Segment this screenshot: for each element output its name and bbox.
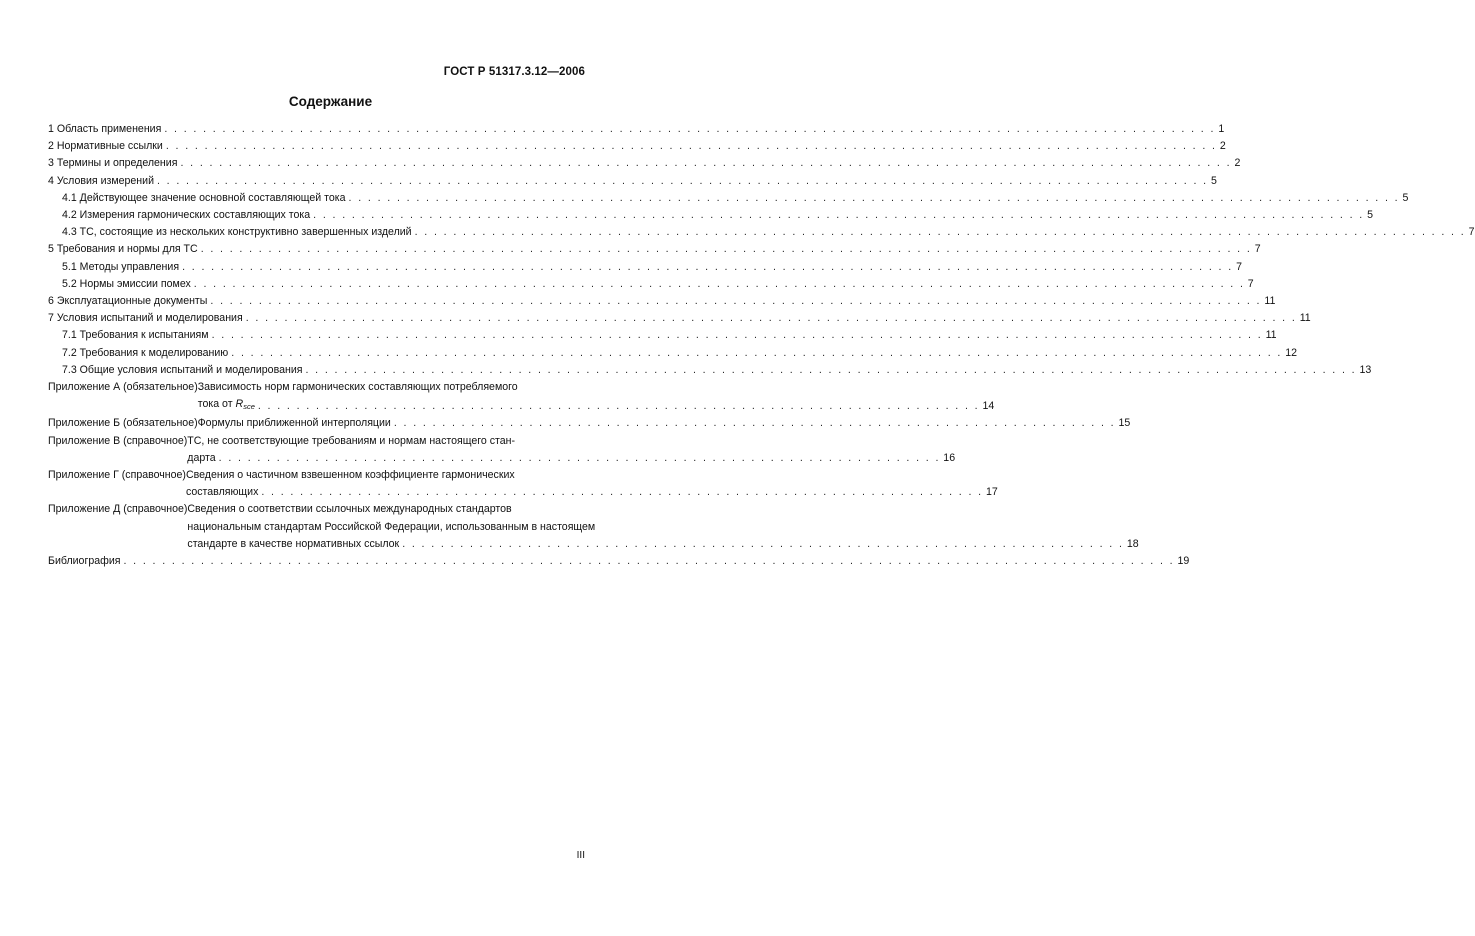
toc-entry-page: 11 — [1299, 312, 1311, 325]
table-of-contents — [48, 121, 1475, 570]
dot-leader — [154, 173, 1211, 190]
toc-entry-1[interactable] — [48, 121, 1225, 138]
appendix-title-line: Сведения о частичном взвешенном коэффициенте гармонических — [185, 469, 515, 482]
toc-entry-page: 7 — [1468, 226, 1475, 239]
toc-entry-page: 1 — [1218, 123, 1225, 135]
toc-entry-bibliography[interactable] — [48, 553, 1190, 570]
dot-leader — [177, 155, 1234, 172]
toc-appendix-a[interactable] — [48, 379, 995, 415]
toc-entry-page: 14 — [982, 400, 995, 413]
appendix-prefix: Приложение А (обязательное) — [48, 381, 198, 394]
toc-entry-label: 4 Условия измерений — [48, 174, 154, 187]
toc-entry-label: 7.2 Требования к моделированию — [62, 346, 229, 359]
toc-entry-label: 7.1 Требования к испытаниям — [62, 329, 209, 342]
toc-entry-5[interactable] — [48, 241, 1261, 258]
toc-entry-label: 5 Требования и нормы для ТС — [48, 243, 198, 256]
dot-leader — [209, 327, 1266, 344]
document-code: ГОСТ Р 51317.3.12—2006 — [443, 66, 585, 78]
toc-entry-page: 15 — [1118, 417, 1131, 430]
toc-entry-6[interactable] — [48, 293, 1276, 310]
dot-leader — [399, 536, 1127, 553]
toc-entry-7-3[interactable] — [48, 362, 1372, 379]
toc-appendix-b[interactable] — [48, 415, 1131, 432]
toc-entry-label: 5.1 Методы управления — [62, 260, 180, 273]
toc-entry-4-1[interactable] — [48, 190, 1409, 207]
toc-entry-page: 5 — [1367, 209, 1374, 222]
appendix-title-line: национальным стандартам Российской Федерации, использованным в настоящем — [187, 520, 596, 533]
dot-leader — [216, 450, 944, 467]
appendix-title-last: стандарте в качестве нормативных ссылок — [187, 537, 400, 550]
toc-appendix-d[interactable] — [48, 501, 1139, 553]
toc-entry-4-2[interactable] — [48, 207, 1374, 224]
appendix-title-last: тока от Rsce — [197, 398, 255, 412]
appendix-title-line: Зависимость норм гармонических составляющих потребляемого — [197, 381, 518, 394]
dot-leader — [120, 553, 1177, 570]
appendix-prefix: Приложение Г (справочное) — [48, 469, 186, 482]
toc-entry-label: 4.1 Действующее значение основной составляющей тока — [62, 191, 346, 204]
dot-leader — [191, 276, 1248, 293]
toc-entry-page: 11 — [1264, 295, 1276, 308]
page-number: III — [576, 850, 585, 861]
toc-entry-page: 16 — [943, 451, 956, 464]
toc-entry-label: 4.2 Измерения гармонических составляющих тока — [62, 209, 311, 222]
appendix-title-line: Сведения о соответствии ссылочных международных стандартов — [187, 503, 512, 516]
dot-leader — [163, 138, 1220, 155]
toc-entry-label: 7.3 Общие условия испытаний и моделирования — [62, 363, 303, 376]
toc-entry-4[interactable] — [48, 173, 1217, 190]
appendix-prefix: Приложение В (справочное) — [48, 434, 188, 447]
toc-entry-4-3[interactable] — [48, 224, 1475, 241]
toc-entry-label: 6 Эксплуатационные документы — [48, 295, 208, 308]
appendix-title-last: составляющих — [185, 486, 259, 499]
dot-leader — [310, 207, 1367, 224]
toc-entry-7[interactable] — [48, 310, 1311, 327]
toc-entry-3[interactable] — [48, 155, 1241, 172]
toc-entry-page: 17 — [986, 486, 998, 499]
toc-appendix-g[interactable] — [48, 467, 998, 501]
toc-entry-label: 1 Область применения — [48, 123, 162, 135]
toc-entry-2[interactable] — [48, 138, 1226, 155]
toc-entry-label: 7 Условия испытаний и моделирования — [48, 312, 243, 325]
toc-entry-page: 5 — [1211, 174, 1217, 187]
toc-entry-page: 7 — [1254, 243, 1261, 256]
r-sce-subscript: sce — [243, 402, 255, 412]
toc-entry-page: 7 — [1236, 260, 1242, 273]
dot-leader — [255, 398, 983, 415]
toc-entry-page: 12 — [1285, 346, 1298, 359]
dot-leader — [243, 310, 1300, 327]
toc-entry-label: 3 Термины и определения — [48, 157, 178, 170]
toc-entry-page: 7 — [1247, 277, 1254, 290]
dot-leader — [179, 259, 1236, 276]
r-sce-symbol: R — [235, 398, 244, 411]
dot-leader — [412, 224, 1469, 241]
toc-entry-page: 5 — [1402, 191, 1409, 204]
dot-leader — [258, 484, 986, 501]
dot-leader — [207, 293, 1264, 310]
toc-entry-label: 4.3 ТС, состоящие из нескольких конструктивно завершенных изделий — [62, 226, 412, 239]
dot-leader — [346, 190, 1403, 207]
toc-entry-7-1[interactable] — [48, 327, 1277, 344]
appendix-title-last: Формулы приближенной интерполяции — [197, 417, 391, 430]
toc-entry-label: 5.2 Нормы эмиссии помех — [62, 277, 191, 290]
toc-entry-page: 2 — [1234, 157, 1241, 170]
appendix-prefix: Приложение Д (справочное) — [48, 503, 188, 516]
toc-entry-label: 2 Нормативные ссылки — [48, 140, 163, 153]
dot-leader — [302, 362, 1359, 379]
toc-entry-page: 13 — [1359, 363, 1372, 376]
dot-leader — [228, 345, 1285, 362]
toc-entry-7-2[interactable] — [48, 345, 1298, 362]
appendix-title-line: ТС, не соответствующие требованиям и нормам настоящего стан- — [187, 434, 515, 447]
toc-entry-label: Библиография — [48, 555, 121, 568]
toc-entry-page: 11 — [1265, 329, 1277, 342]
dot-leader — [161, 121, 1218, 138]
dot-leader — [198, 241, 1255, 258]
toc-title: Содержание — [288, 94, 373, 109]
toc-entry-5-1[interactable] — [48, 259, 1242, 276]
toc-entry-5-2[interactable] — [48, 276, 1254, 293]
dot-leader — [391, 415, 1119, 432]
toc-entry-page: 2 — [1219, 140, 1226, 153]
appendix-prefix: Приложение Б (обязательное) — [48, 417, 198, 430]
toc-entry-page: 19 — [1177, 555, 1190, 568]
appendix-title-last: дарта — [187, 451, 216, 464]
toc-entry-page: 18 — [1126, 537, 1139, 550]
toc-appendix-v[interactable] — [48, 433, 956, 467]
